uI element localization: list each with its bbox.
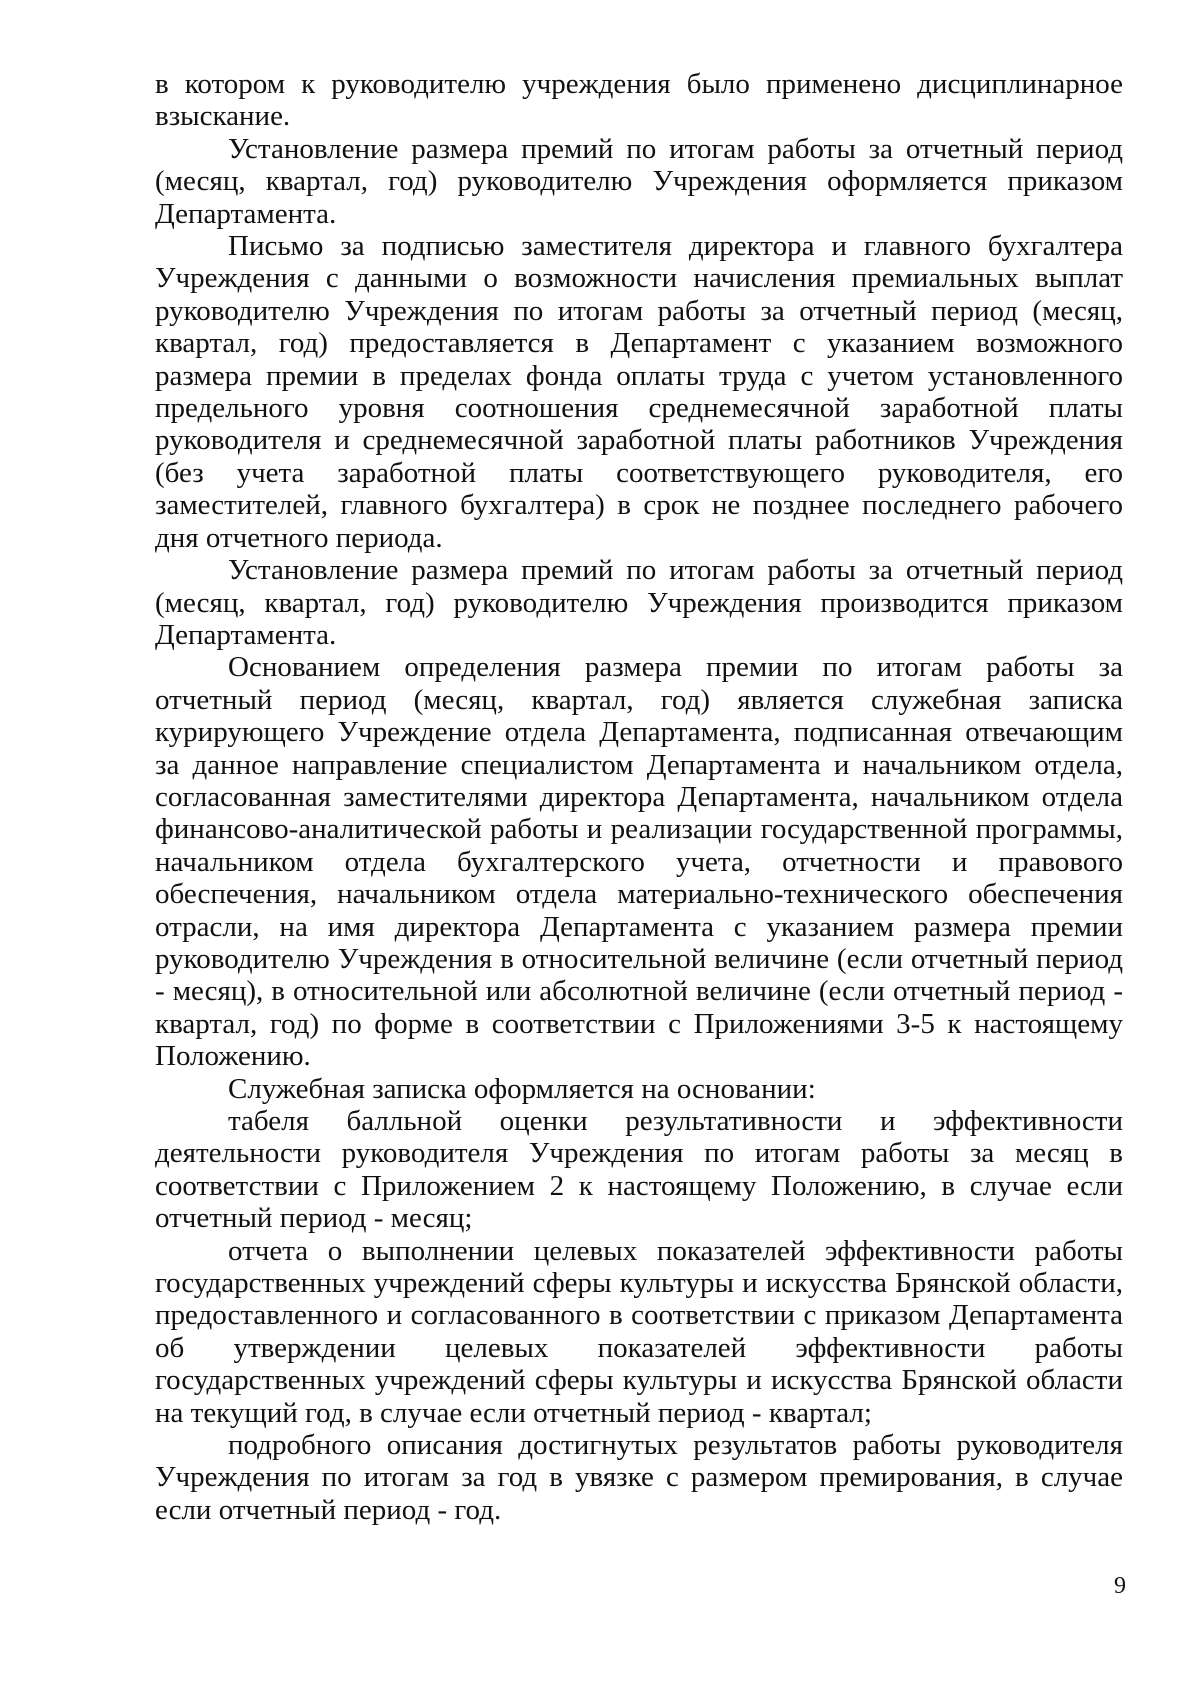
paragraph-8: отчета о выполнении целевых показателей эффективности работы государственных учреждений сферы культуры и искусства Брянской области, предоставленного и согласованного в соответствии с приказом Департамента об утверждении целевых показателей эффективности работы государственных учреждений сферы культуры и искусства Брянской области на текущий год, в случае если отчетный период - квартал; [155,1234,1123,1429]
paragraph-1: в котором к руководителю учреждения было применено дисциплинарное взыскание. [155,68,1123,133]
page-number: 9 [1114,1573,1126,1599]
paragraph-5: Основанием определения размера премии по итогам работы за отчетный период (месяц, квартал, год) является служебная записка курирующего Учреждение отдела Департамента, подписанная отвечающим за данное направление специалистом Департамента и начальником отдела, согласованная заместителями директора Департамента, начальником отдела финансово-аналитической работы и реализации государственной программы, начальником отдела бухгалтерского учета, отчетности и правового обеспечения, начальником отдела материально-технического обеспечения отрасли, на имя директора Департамента с указанием размера премии руководителю Учреждения в относительной величине (если отчетный период - месяц), в относительной или абсолютной величине (если отчетный период - квартал, год) по форме в соответствии с Приложениями 3-5 к настоящему Положению. [155,651,1123,1073]
paragraph-2: Установление размера премий по итогам работы за отчетный период (месяц, квартал, год) руководителю Учреждения оформляется приказом Департамента. [155,132,1123,230]
document-body [155,68,1123,1526]
paragraph-9: подробного описания достигнутых результатов работы руководителя Учреждения по итогам за год в увязке с размером премирования, в случае если отчетный период - год. [155,1429,1123,1526]
paragraph-6: Служебная записка оформляется на основании: [228,1072,816,1105]
paragraph-3: Письмо за подписью заместителя директора и главного бухгалтера Учреждения с данными о возможности начисления премиальных выплат руководителю Учреждения по итогам работы за отчетный период (месяц, квартал, год) предоставляется в Департамент с указанием возможного размера премии в пределах фонда оплаты труда с учетом установленного предельного уровня соотношения среднемесячной заработной платы руководителя и среднемесячной заработной платы работников Учреждения (без учета заработной платы соответствующего руководителя, его заместителей, главного бухгалтера) в срок не позднее последнего рабочего дня отчетного периода. [155,230,1123,554]
paragraph-7: табеля балльной оценки результативности и эффективности деятельности руководителя Учреждения по итогам работы за месяц в соответствии с Приложением 2 к настоящему Положению, в случае если отчетный период - месяц; [155,1105,1123,1235]
paragraph-4: Установление размера премий по итогам работы за отчетный период (месяц, квартал, год) руководителю Учреждения производится приказом Департамента. [155,554,1123,651]
